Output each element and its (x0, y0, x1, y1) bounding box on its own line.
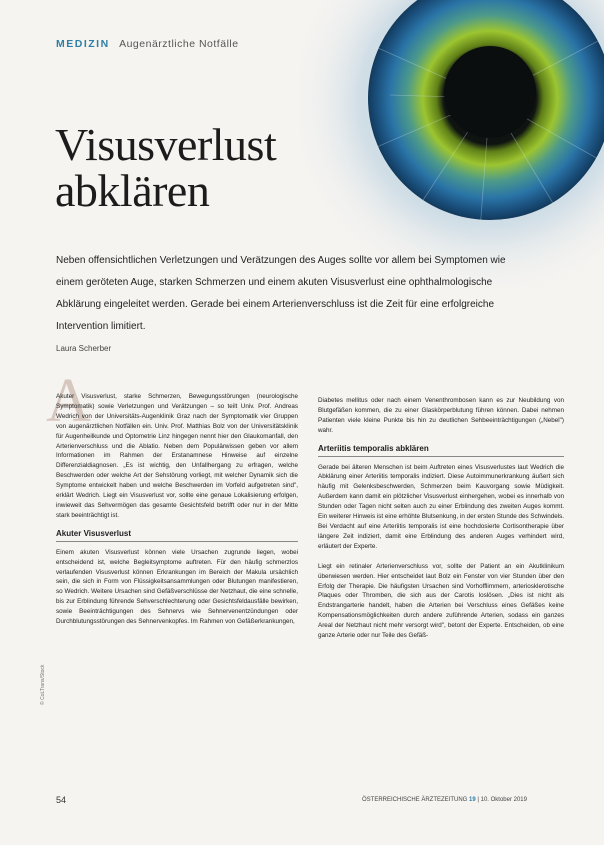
left-column (56, 392, 298, 627)
article-title-line-2: abklären (55, 165, 210, 216)
right-paragraph-1: Diabetes mellitus oder nach einem Venenthrombosen kann es zur Neubildung von Blutgefäßen kommen, die zu einer Glaskörperblutung führen können. Dabei nehmen Patienten viele kleine Punkte bis hin zu deutlichen Sehbeeinträchtigungen („Nebel") wahr. (318, 397, 564, 434)
article-title-line-1: Visusverlust (55, 119, 277, 170)
right-column (318, 396, 564, 641)
publication-name: ÖSTERREICHISCHE ÄRZTEZEITUNG (362, 797, 468, 803)
page-footer (362, 797, 527, 803)
section-subcategory: Augenärztliche Notfälle (119, 38, 239, 50)
left-paragraph-2: Einem akuten Visusverlust können viele Ursachen zugrunde liegen, wobei entscheidend ist, welche Begleitsymptome auftreten. Für den häufig schmerzlos verlaufenden Visusverlust können Erkrankungen im Bereich der Makula ursächlich sein, die sich in Form von Flüssigkeitsansammlungen oder Blutungen manifestieren, so Wedrich. Weitere Ursachen sind Gefäßverschlüsse der Netzhaut, die eine schnelle, bis zur Erblindung führende Sehverschlechterung oder Gesichtsfeldausfälle bewirken, sowie Beeinträchtigungen des Sehnervs wie Sehnervenentzündungen oder Durchblutungsstörungen des Sehnervenkopfes. Im Rahmen von Gefäßerkrankungen, (56, 548, 298, 626)
left-subhead: Akuter Visusverlust (56, 529, 298, 542)
section-header (56, 38, 239, 50)
photo-credit: © CoLTrans/Stock (40, 664, 46, 705)
right-paragraph-3: Liegt ein retinaler Arterienverschluss vor, sollte der Patient an ein Akutklinikum überwiesen werden. Hier entscheidet laut Bolz ein Fenster von vier Stunden über den Erfolg der Therapie. Die häufigsten Ursachen sind Vorhofflimmern, arteriosklerotische Plaques oder Thromben, die sich aus der Carotis loslösen. „Dies ist nicht als Endstrangarterie handelt, haben die Arterien bei Verschluss eines Gefäßes keine Kompensationsmöglichkeiten durch andere zuführende Arterien, sodass ein ganzes Areal der Netzhaut nicht mehr versorgt wird", betont der Experte. Entscheiden, ob eine ganze Arterie oder nur Teile des Gefäß- (318, 562, 564, 640)
article-title (55, 119, 277, 216)
issue-number: 19 (469, 797, 476, 803)
section-category: MEDIZIN (56, 38, 110, 50)
page-number: 54 (56, 795, 67, 805)
left-paragraph-1: Akuter Visusverlust, starke Schmerzen, Bewegungsstörungen (neurologische Symptomatik) sowie Verletzungen und Verätzungen – so teilt Univ. Prof. Andreas Wedrich von der Universitäts-Augenklinik Graz nach der Symptomatik vier Gruppen von augenärztlichen Notfällen ein. Univ. Prof. Matthias Bolz von der Universitätsklinik für Augenheilkunde und Optometrie Linz hingegen nennt hier den Glaukomanfall, den Arterienverschluss und die Ablatio. Neben dem Populärwissen geben vor allem Informationen im Rahmen der Erstanamnese Hinweise auf einzelne Differenzialdiagnosen. „Es ist wichtig, den Unfallhergang zu erfragen, welche Beschwerden oder welche Art der Sehstörung vorliegt, mit welcher Dynamik sich die Symptome entwickelt haben und welche Beschwerden im Vorfeld aufgetreten sind", erklärt Wedrich. Liegt ein Visusverlust vor, sollte eine genaue Lokalisierung erfolgen, inwieweit das Sehvermögen das gesamte Gesichtsfeld betrifft oder nur in der Mitte stark beeinträchtigt ist. (56, 393, 298, 519)
issue-date: 10. Oktober 2019 (480, 797, 527, 803)
article-author: Laura Scherber (56, 344, 112, 353)
footer-separator: | (477, 797, 481, 803)
drop-cap: A (46, 367, 91, 435)
article-lead: Neben offensichtlichen Verletzungen und Verätzungen des Auges sollte vor allem bei Symptomen wie einem geröteten Auge, starken Schmerzen und einem akuten Visusverlust eine ophthalmologische Abklärung eingeleitet werden. Gerade bei einem Arterienverschluss ist die Zeit für eine erfolgreiche Intervention limitiert. (56, 255, 506, 332)
right-subhead: Arteriitis temporalis abklären (318, 444, 564, 457)
right-paragraph-2: Gerade bei älteren Menschen ist beim Auftreten eines Visusverlustes laut Wedrich die Abklärung einer Arteriitis temporalis indiziert. Diese Autoimmunerkrankung äußert sich häufig mit Gelenksbeschwerden, Schmerzen beim Kauvorgang sowie Müdigkeit. Außerdem kann damit ein plötzlicher Visusverlust einhergehen, wobei es innerhalb von Stunden oder Tagen nicht selten auch zu einer Erblindung des zweiten Auges kommt. Ein weiterer Hinweis ist eine erhöhte Blutsenkung, in der ersten Stunde des Schwindels. Bei Verdacht auf eine Arteriitis temporalis ist eine hochdosierte Cortisontherapie über längere Zeit indiziert, damit eine Erblindung des anderen Auges verhindert wird, erläutert der Experte. (318, 463, 564, 550)
